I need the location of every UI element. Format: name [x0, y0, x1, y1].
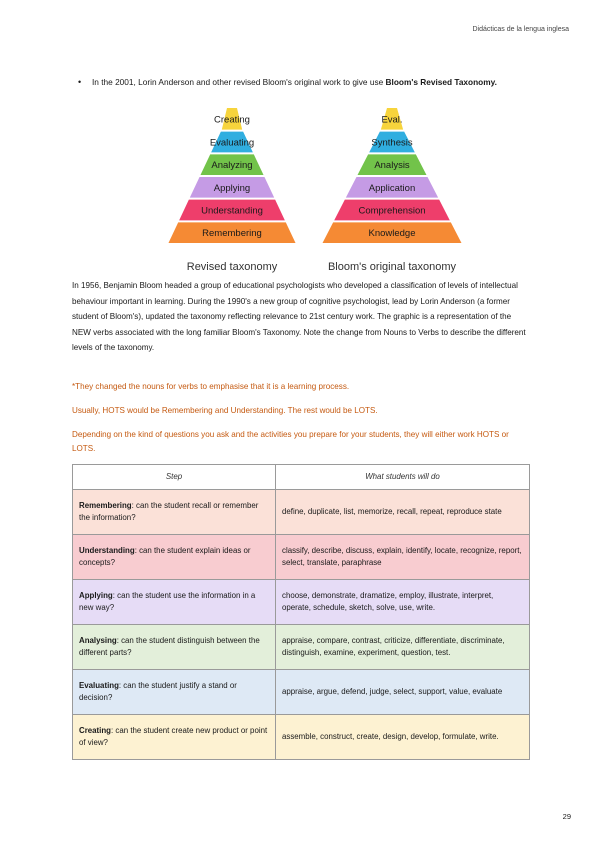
table-row [73, 670, 530, 715]
step-cell [73, 670, 276, 715]
revised-level-label: Analyzing [211, 160, 253, 172]
original-caption: Bloom's original taxonomy [327, 261, 457, 273]
step-question: : can the student use the information in a new way? [79, 590, 256, 612]
running-header: Didácticas de la lengua inglesa [472, 26, 569, 33]
original-level-label: Knowledge [368, 228, 416, 240]
verbs-cell: classify, describe, discuss, explain, identify, locate, recognize, report, select, translate, paraphrase [276, 535, 530, 580]
step-question: : can the student explain ideas or concepts? [79, 545, 251, 567]
step-name: Analysing [79, 635, 117, 645]
step-cell [73, 625, 276, 670]
original-level-label: Application [368, 182, 416, 194]
step-cell [73, 490, 276, 535]
header-step: Step [73, 465, 276, 490]
step-name: Understanding [79, 545, 135, 555]
bullet-text: In the 2001, Lorin Anderson and other revised Bloom's original work to give use [92, 77, 386, 87]
step-cell [73, 715, 276, 760]
step-cell [73, 580, 276, 625]
verbs-cell: appraise, compare, contrast, criticize, differentiate, discriminate, distinguish, examine, experiment, question, test. [276, 625, 530, 670]
step-question: : can the student distinguish between the different parts? [79, 635, 260, 657]
bullet-bold-text: Bloom's Revised Taxonomy. [385, 77, 497, 87]
note-questions: Depending on the kind of questions you ask and the activities you prepare for your students, they will either work HOTS or LOTS. [72, 430, 509, 453]
verbs-cell: assemble, construct, create, design, develop, formulate, write. [276, 715, 530, 760]
verbs-cell: define, duplicate, list, memorize, recall, repeat, reproduce state [276, 490, 530, 535]
page-number: 29 [562, 812, 571, 821]
step-question: : can the student justify a stand or decision? [79, 680, 237, 702]
step-question: : can the student create new product or point of view? [79, 725, 268, 747]
verbs-cell: appraise, argue, defend, judge, select, support, value, evaluate [276, 670, 530, 715]
revised-level-label: Evaluating [209, 137, 255, 149]
revised-caption: Revised taxonomy [186, 261, 278, 273]
original-level-label: Eval. [381, 114, 403, 126]
taxonomy-pyramids [160, 104, 490, 276]
original-level-label: Analysis [374, 160, 410, 172]
revised-level-label: Remembering [202, 228, 262, 240]
revised-level-label: Applying [213, 182, 251, 194]
bullet-marker: • [78, 77, 82, 87]
step-name: Applying [79, 590, 113, 600]
step-name: Evaluating [79, 680, 119, 690]
step-question: : can the student recall or remember the information? [79, 500, 259, 522]
step-name: Remembering [79, 500, 132, 510]
step-cell [73, 535, 276, 580]
table-row [73, 625, 530, 670]
revised-level-label: Creating [214, 114, 250, 126]
step-name: Creating [79, 725, 112, 735]
table-row [73, 535, 530, 580]
original-level-label: Synthesis [371, 137, 413, 149]
body-paragraph: In 1956, Benjamin Bloom headed a group of educational psychologists who developed a classification of levels of intellectual behaviour important in learning. During the 1990's a new group of cognitive psychologist, lead by Lorin Anderson (a former student of Bloom's), updated the taxonomy reflecting relevance to 21st century work. The graphic is a representation of the NEW verbs associated with the long familiar Bloom's Taxonomy. Note the change from Nouns to Verbs to describe the different levels of the taxonomy. [72, 281, 526, 352]
table-row [73, 715, 530, 760]
note-hots-lots: Usually, HOTS would be Remembering and Understanding. The rest would be LOTS. [72, 406, 378, 415]
note-nouns-verbs: *They changed the nouns for verbs to emphasise that it is a learning process. [72, 382, 350, 391]
header-what-students-do: What students will do [276, 465, 530, 490]
table-row [73, 580, 530, 625]
taxonomy-figure [160, 104, 490, 276]
bloom-steps-table [72, 464, 530, 760]
bullet-item [78, 75, 532, 89]
revised-level-label: Understanding [201, 205, 263, 217]
original-level-label: Comprehension [358, 205, 426, 217]
table-row [73, 490, 530, 535]
verbs-cell: choose, demonstrate, dramatize, employ, illustrate, interpret, operate, schedule, sketch, solve, use, write. [276, 580, 530, 625]
